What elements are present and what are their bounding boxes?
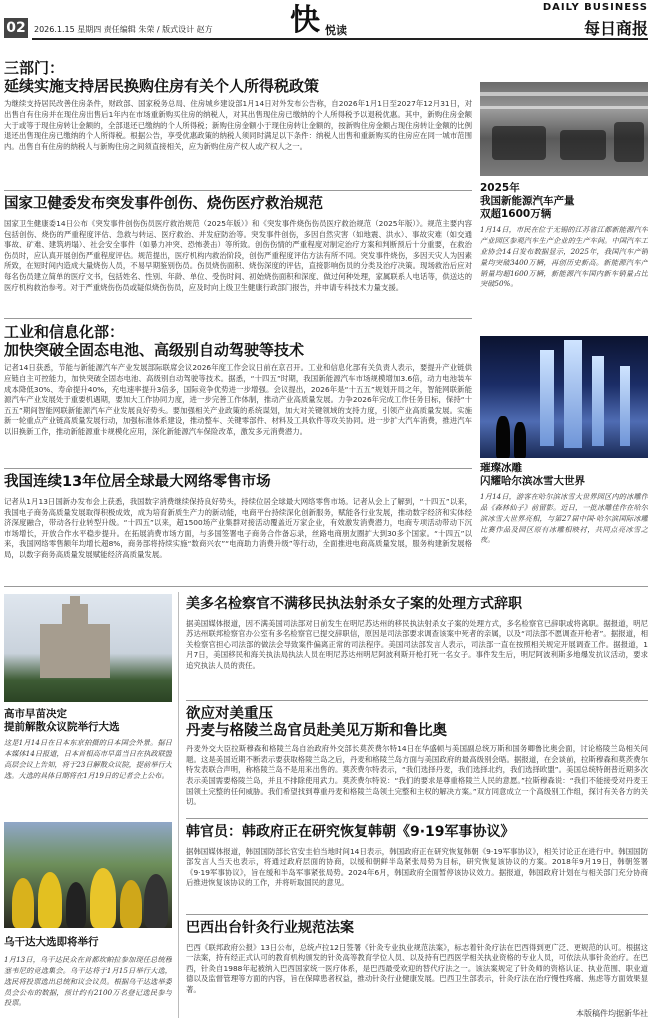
article-body: 据韩国媒体报道，韩国国防部长官安圭伯当地时间14日表示，韩国政府正在研究恢复韩朝《9·19军事协议》，相关讨论正在进行中。韩国国防部发言人当天也表示，将通过政府层面的协商，以缓和朝鲜半岛紧张局势为目标，研究恢复该协议的方案。2018年9月19日，韩朝签署《9·19军事协议》，旨在缓和半岛军事紧张局势。2024年6月，韩国政府全面暂停该协议效力。据报道，韩国政府计划在与相关部门充分协商后推进恢复该协议的工作，并将听取国民的意见。	[186, 846, 648, 888]
photo-uganda-rally	[4, 822, 172, 928]
article-title: 我国连续13年位居全球最大网络零售市场	[4, 474, 271, 490]
divider	[186, 914, 648, 915]
masthead-rule	[32, 38, 648, 40]
article-title: 延续实施支持居民换购住房有关个人所得税政策	[4, 76, 320, 95]
caption-title: 我国新能源汽车产量	[480, 195, 575, 208]
article-denmark-greenland	[186, 706, 648, 820]
photo-japan-diet	[4, 594, 172, 702]
article-korea-military-pact	[186, 824, 648, 901]
issue-meta: 2026.1.15 星期四 责任编辑 朱荣 / 版式设计 赵方	[34, 25, 213, 34]
caption-body: 这是1月14日在日本东京拍摄的日本国会外景。据日本媒体14日报道，日本首相高市早苗当日在执政联盟高层会议上告知，将于23日解散众议院，提前举行大选。大选的具体日期将在1月19日的记者会上公布。	[4, 738, 172, 780]
caption-title: 乌干达大选即将举行	[4, 936, 99, 948]
caption-ice-world	[480, 462, 648, 566]
article-body: 记者14日获悉，节能与新能源汽车产业发展部际联席会议2026年度工作会议日前在京召开。工业和信息化部有关负责人表示，要提升产业链供应链自主可控能力，加快突破全固态电池、高级别自动驾驶等技术。据悉，“十四五”时期，我国新能源汽车市场规模增加3.6倍，动力电池装车成本降低30%、寿命提升40%，充电速率提升3倍多，国际竞争优势进一步增强。会议提出，2026年是“十五五”规划开局之年，智能网联新能源汽车产业发展处于重要机遇期，要加大工作协同力度，进一步完善工作体制，推动产业高质量发展。力争2026年完成工作任务目标，保持“十五五”期间智能网联新能源汽车产业发展良好势头。要加强相关产业政策的系统谋划，加大对关键领域的支持力度，引领产业高质量发展。实施新一轮重点产业链高质量发展行动，加强标准体系建设，推动整车、关键零部件、材料及工具软件等攻关协同。进一步扩大汽车消费，推进汽车以旧换新工作，推动新能源重卡规模化应用，深化新能源汽车保险改革，激发多元消费潜力。	[4, 363, 472, 436]
caption-title: 闪耀哈尔滨冰雪大世界	[480, 475, 585, 488]
article-kicker: 工业和信息化部：	[4, 323, 125, 341]
source-note: 本版稿件均据新华社	[576, 1009, 648, 1018]
article-title: 加快突破全固态电池、高级别自动驾驶等技术	[4, 340, 305, 359]
column-divider	[178, 592, 179, 1018]
caption-title: 璀璨冰雕	[480, 462, 522, 474]
article-body: 丹麦外交大臣拉斯穆森和格陵兰岛自治政府外交部长莫茨费尔特14日在华盛顿与美国副总统万斯和国务卿鲁比奥会面，讨论格陵兰岛相关问题。这是美国近期不断表示要获取格陵兰岛之后，丹麦和格陵兰岛方面与美国政府的最高级别会晤。据报道，在会谈前，拉斯穆森和莫茨费尔特发表联合声明，称格陵兰岛不是用来出售的。莫茨费尔特表示，“我们选择丹麦，我们选择北约，我们选择欧盟”。美国总统特朗普近期多次表示美国需要格陵兰岛，并且不排除使用武力。莫茨费尔特说：“我们的要求是尊重格陵兰人民的意愿。”拉斯穆森说：“我们不能接受对丹麦王国领土完整的任何威胁。我们希望找到尊重丹麦和格陵兰岛领土完整和主权的解决方案。”双方同意成立一个高级别工作组，探讨有关各方的关切。	[186, 744, 648, 807]
article-kicker: 欲应对美重压	[186, 706, 273, 722]
photo-ice-sculpture	[480, 336, 648, 458]
article-title: 国家卫健委发布突发事件创伤、烧伤医疗救治规范	[4, 196, 323, 212]
divider	[186, 818, 648, 819]
article-kicker: 三部门：	[4, 59, 65, 77]
masthead	[0, 0, 652, 44]
article-title: 巴西出台针灸行业规范法案	[186, 920, 354, 936]
article-online-retail	[4, 474, 472, 563]
article-title: 丹麦与格陵兰岛官员赴美见万斯和鲁比奥	[186, 723, 447, 740]
caption-title: 2025年	[480, 182, 520, 194]
article-body: 据美国媒体报道，因不满美国司法部对日前发生在明尼苏达州的移民执法射杀女子案的处理方式，多名检察官已辞职或将离职。据报道，明尼苏达州联邦检察官办公室有多名检察官已提交辞职信，原因是司法部要求调查该案中死者的亲属，以及“司法部不愿调查开枪者”。据报道，相关检察官担心司法部的做法会导致案件偏离正常的司法程序。美国司法部发言人表示，司法部一直在按照相关规定开展调查工作。据报道，1月7日，美国移民和海关执法局执法人员在明尼苏达州明尼阿波利斯开枪打死一名女子。事件发生后，明尼阿波利斯多地爆发抗议活动，要求追究执法人员的责任。	[186, 618, 648, 670]
divider	[4, 190, 472, 191]
article-body: 记者从1月13日国新办发布会上获悉，我国数字消费继续保持良好势头，持续位居全球最大网络零售市场。记者从会上了解到，“十四五”以来，我国电子商务高质量发展取得积极成效，成为培育新质生产力的新动能，电商平台持续深化创新服务，赋能各行业发展，推动数字经济和实体经济深度融合，带动各行业转型升级。“十四五”以来，超1500场产业集群对接活动覆盖近万家企业，有效激发消费潜力，电商专项活动带动下沉市场增长，开放合作水平稳步提升。在拓展消费市场方面，与多国签署电子商务合作备忘录，丝路电商朋友圈扩大到30多个国家。“十四五”以来，我国网络零售额年均增长超8%，商务部将持续实施“数商兴农”“电商助力消费升级”等行动，全面推进电商高质量发展，服务构建新发展格局，以数字商务高质量发展赋能经济高质量发展。	[4, 497, 472, 560]
section-logo: 快	[290, 3, 320, 38]
article-solid-state-battery	[4, 324, 472, 449]
page-number: 02	[4, 18, 28, 38]
article-medical-rescue	[4, 196, 472, 313]
paper-english-name: DAILY BUSINESS	[542, 2, 648, 13]
article-body: 国家卫生健康委14日公布《突发事件创伤伤员医疗救治规范（2025年版）》和《突发事件烧伤伤员医疗救治规范（2025年版）》。规范主要内容包括创伤、烧伤的严重程度评估、急救与转运、医疗救治、并发症防治等。突发事件创伤，多因自然灾害（如地震、洪水）、事故灾难（如交通事故、矿难、建筑坍塌）、社会安全事件（如暴力冲突、恐怖袭击）等所致。创伤伤情的严重程度对制定治疗方案和判断预后十分重要，在救治伤员时，应认真开展创伤严重程度评估。规范提出，医疗机构内救治阶段，创伤严重程度评估方法有所不同。突发事件烧伤，多因天灾人为因素所致，在短时间内造成大量烧伤人员，不易早期鉴别伤员。伤员烧伤面积、烧伤深度的评估，直接影响伤员的分类及治疗决策。现场救治后应对每名伤员建立简单的医疗文书，包括姓名、性别、年龄、单位、受伤时间、初始烧伤面积和深度、做过何种处理，家属联系人电话等，供送达的医疗机构救治参考。对于严重烧伤伤员或疑似烧伤伤员，应及时向上级卫生健康行政部门报告，并申请专科技术力量支援。	[4, 219, 472, 292]
caption-title: 高市早苗决定	[4, 708, 67, 720]
caption-body: 1月13日，乌干达民众在首都坎帕拉参加现任总统穆塞韦尼的竞选集会。乌干达将于1月15日举行大选，选民将投票选出总统和议会议员。根据乌干达选举委员会公布的数据，预计约有2100万名登记选民参与投票。	[4, 955, 172, 1008]
article-title: 美多名检察官不满移民执法射杀女子案的处理方式辞职	[186, 596, 522, 612]
caption-title: 提前解散众议院举行大选	[4, 721, 120, 734]
caption-ev-output	[480, 182, 648, 321]
divider	[4, 586, 648, 587]
paper-name: 每日商报	[583, 19, 648, 38]
caption-title: 双超1600万辆	[480, 208, 552, 221]
article-brazil-acupuncture	[186, 920, 648, 997]
caption-uganda-election	[4, 936, 172, 1024]
caption-japan-election	[4, 708, 172, 812]
photo-ev-factory	[480, 82, 648, 176]
section-name: 悦读	[325, 24, 347, 37]
article-body: 为继续支持居民改善住房条件，财政部、国家税务总局、住房城乡建设部1月14日对外发布公告称，自2026年1月1日至2027年12月31日，对出售自有住房并在现住房出售后1年内在市场重新购买住房的纳税人，对其出售现住房已缴纳的个人所得税予以退税优惠。其中，新购住房金额大于或等于现住房转让金额的，全部退还已缴纳的个人所得税；新购住房金额小于现住房转让金额的，按新购住房金额占现住房转让金额的比例退还出售现住房已缴纳的个人所得税。根据公告，享受优惠政策的纳税人须同时满足以下条件：纳税人出售和重新购买的住房应在同一城市范围内。出售自有住房的纳税人与新购住房之间须直接相关，应为新购住房产权人或产权人之一。	[4, 99, 472, 151]
caption-body: 1月14日，游客在哈尔滨冰雪大世界园区内的冰雕作品《森林仙子》前留影。近日，一批冰雕佳作在哈尔滨冰雪大世界亮相，与第27届中国·哈尔滨国际冰雕比赛作品及园区原有冰雕相映衬，共同点亮冰雪之夜。	[480, 492, 648, 545]
caption-body: 1月14日，市民在位于无锡的江苏省江都新能源汽车产业园区参观汽车生产企业的生产车间。中国汽车工业协会14日发布数据显示，2025年，我国汽车产销量均突破3400万辆，再创历史新高。新能源汽车产销量均超1600万辆，新能源汽车国内新车销量占比突破50%。	[480, 225, 648, 289]
article-body: 巴西《联邦政府公报》13日公布，总统卢拉12日签署《针灸专业执业规范法案》，标志着针灸疗法在巴西得到更广泛、更规范的认可。根据这一法案，持有经正式认可的教育机构颁发的针灸高等教育学位人员、以及持有巴西医学相关执业资格的专业人员，可依法从事针灸治疗。在巴西，针灸自1988年起被纳入巴西国家统一医疗体系，是巴西最受欢迎的替代疗法之一。该法案规定了针灸师的资格认证、执业范围、职业道德以及监督管理等方面的内容，旨在保障患者权益，推动针灸行业健康发展。巴西卫生部表示，针灸疗法在治疗慢性疼痛、焦虑等方面效果显著。	[186, 942, 648, 994]
divider	[4, 468, 472, 469]
article-housing-tax	[4, 60, 472, 163]
article-us-prosecutors	[186, 596, 648, 695]
divider	[4, 318, 472, 319]
article-title: 韩官员：韩政府正在研究恢复韩朝《9·19军事协议》	[186, 824, 515, 840]
divider	[186, 700, 648, 701]
